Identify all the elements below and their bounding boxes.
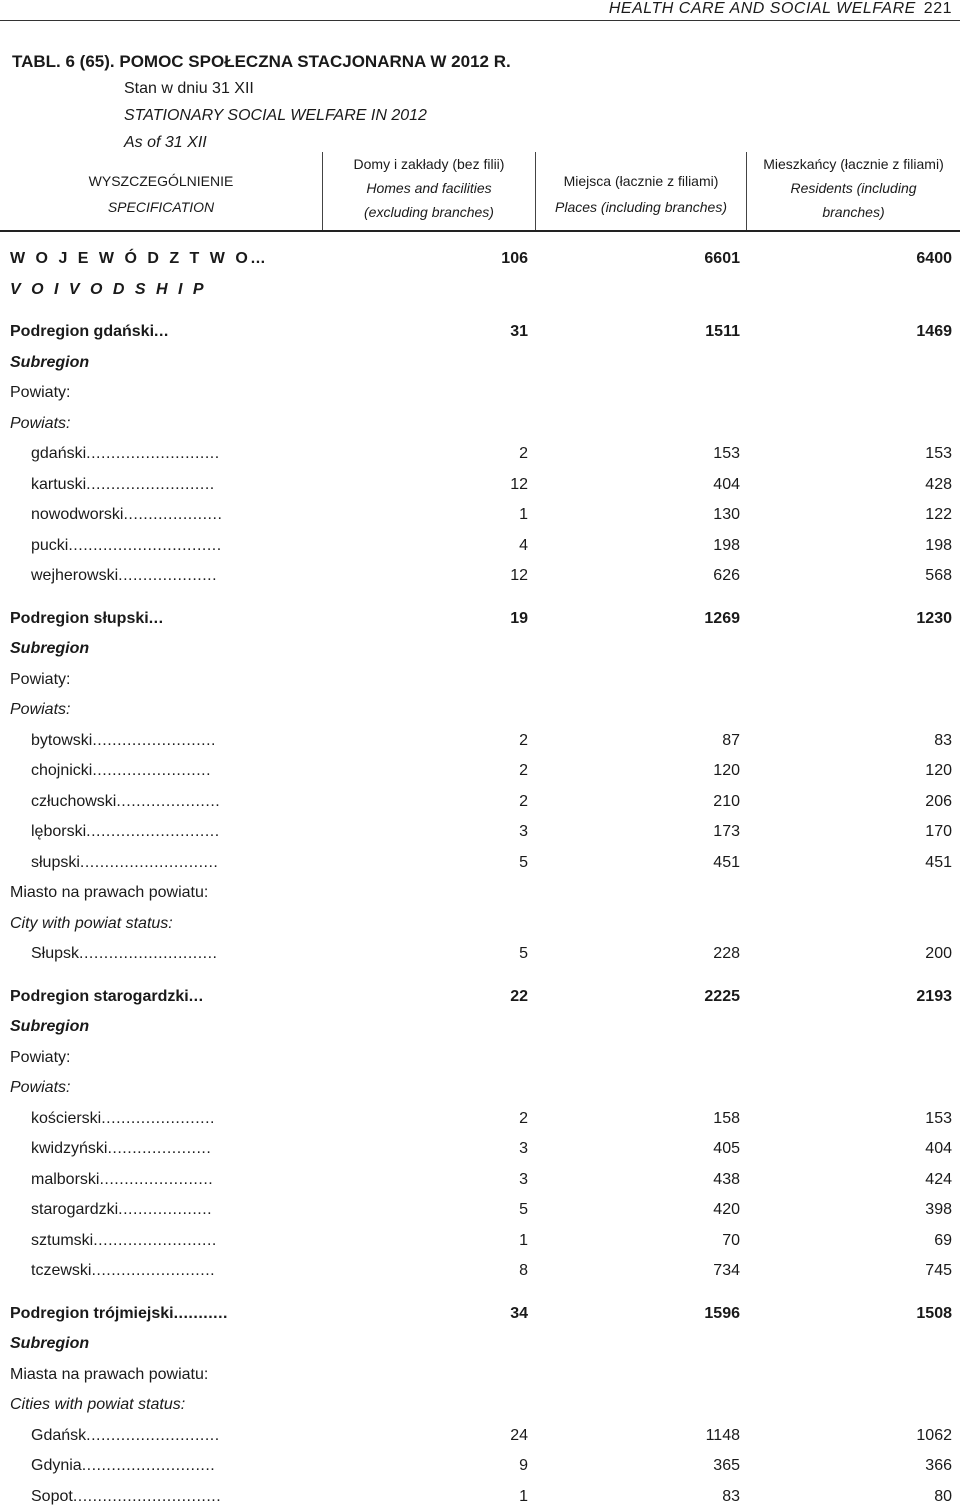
table-body [0,244,960,1512]
row-label [31,726,310,757]
running-header [609,0,952,18]
header-bottom-rule [0,230,960,232]
homes-value: 8 [519,1262,528,1279]
column-header-homes-en-1: Homes and facilities [366,180,492,196]
row-label [31,787,310,818]
places-value: 70 [722,1231,740,1249]
row-leader-dots: ... [188,987,204,1005]
row-label-text: lęborski [31,823,87,840]
row-leader-dots: ....................... [99,1170,214,1188]
row-label [31,1421,310,1452]
row-label-text: Miasta na prawach powiatu: [10,1365,209,1383]
row-label-text: Powiats: [10,701,71,718]
row-label [10,878,310,909]
table-subtitle-en: As of 31 XII [124,134,207,151]
table-row [0,1299,960,1330]
row-leader-dots: ......................... [91,1262,216,1279]
table-row [0,1360,960,1391]
residents-value: 1230 [916,609,952,627]
row-label [10,909,310,940]
table-row [0,726,960,757]
column-header-residents-en-2: branches) [822,204,885,220]
row-label [10,982,310,1013]
row-label-text: Powiats: [10,1079,71,1096]
row-leader-dots: ............................ [79,945,218,962]
row-leader-dots: ......................... [92,731,216,749]
table-row [0,939,960,970]
residents-value: 398 [925,1201,952,1218]
homes-value: 34 [510,1304,528,1322]
homes-value: 31 [510,323,528,340]
row-label [10,378,310,409]
row-label-text: tczewski [31,1262,92,1279]
column-header-specification [0,152,322,230]
homes-value: 5 [519,853,528,871]
table-row [0,378,960,409]
row-label-text: Podregion słupski [10,609,149,627]
table-row [0,561,960,592]
residents-value: 153 [925,445,952,462]
table-row [0,439,960,470]
table-row [0,1043,960,1074]
table-row [0,1390,960,1421]
residents-value: 120 [925,762,952,779]
table-row [0,878,960,909]
row-leader-dots: .................... [123,506,223,523]
residents-value: 745 [925,1262,952,1279]
row-label [10,1390,310,1421]
row-label-text: Gdynia [31,1457,82,1474]
table-row [0,470,960,501]
row-leader-dots: ........................... [81,1457,216,1474]
residents-value: 80 [934,1487,952,1505]
row-label [10,604,310,635]
homes-value: 19 [510,609,528,627]
row-label-text: starogardzki [31,1201,119,1218]
row-leader-dots: ............................ [79,853,219,871]
column-header-residents-en-1: Residents (including [790,180,917,196]
row-label-text: W O J E W Ó D Z T W O [10,250,251,267]
table-row [0,500,960,531]
table-row [0,531,960,562]
row-leader-dots: ........... [173,1304,228,1322]
table-title: TABL. 6 (65). POMOC SPOŁECZNA STACJONARNA W 2012 R. [12,52,511,71]
row-label [31,1226,310,1257]
table-subtitle-pl: Stan w dniu 31 XII [124,80,254,97]
homes-value: 106 [501,250,528,267]
row-leader-dots: ............................... [68,536,222,554]
row-label-text: V O I V O D S H I P [10,280,207,298]
row-label-text: człuchowski [31,792,117,810]
row-label-text: chojnicki [31,762,93,779]
column-header-spec-pl: WYSZCZEGÓLNIENIE [88,173,234,189]
row-label-text: Sopot [31,1487,73,1505]
homes-value: 2 [519,792,528,810]
places-value: 626 [713,567,740,584]
homes-value: 5 [519,1201,528,1218]
row-label [10,409,310,440]
column-header-homes-en-2: (excluding branches) [364,204,494,220]
row-label-text: kwidzyński [31,1140,108,1157]
row-label-text: Gdańsk [31,1426,87,1444]
row-label [10,1043,310,1074]
residents-value: 2193 [916,987,952,1005]
row-label [31,439,310,470]
residents-value: 206 [925,792,952,810]
row-leader-dots: .......................... [86,475,215,493]
table-row [0,634,960,665]
running-header-text: HEALTH CARE AND SOCIAL WELFARE [608,0,916,17]
row-label [31,1134,310,1165]
table-row [0,244,960,275]
homes-value: 2 [519,762,528,779]
homes-value: 9 [519,1457,528,1474]
residents-value: 366 [925,1457,952,1474]
homes-value: 12 [510,475,528,493]
row-label-text: nowodworski [31,506,124,523]
row-label [31,531,310,562]
residents-value: 568 [925,567,952,584]
column-header-spec-en: SPECIFICATION [107,199,215,215]
places-value: 2225 [704,987,740,1005]
row-leader-dots: ................... [118,1201,213,1218]
residents-value: 424 [925,1170,952,1188]
table-row [0,787,960,818]
column-header-residents [747,152,960,230]
row-leader-dots: ..................... [107,1140,212,1157]
row-label-text: Powiats: [10,414,71,432]
header-rule [0,20,960,21]
row-label [31,1195,310,1226]
column-header-homes [323,152,535,230]
row-label [31,756,310,787]
row-label-text: Powiaty: [10,1048,71,1066]
table-row [0,909,960,940]
row-label [31,1165,310,1196]
row-label [10,1299,310,1330]
row-leader-dots: ........................... [86,823,220,840]
row-label [10,695,310,726]
residents-value: 198 [925,536,952,554]
row-leader-dots: .................... [118,567,218,584]
residents-value: 200 [925,945,952,962]
places-value: 87 [722,731,740,749]
homes-value: 1 [519,1231,528,1249]
row-label [10,634,310,665]
table-row [0,982,960,1013]
table-row [0,1421,960,1452]
row-label-text: Subregion [10,640,90,657]
table-row [0,1073,960,1104]
places-value: 404 [713,475,740,493]
row-label-text: Cities with powiat status: [10,1396,186,1413]
column-header-places [536,152,746,230]
places-value: 173 [713,823,740,840]
table-row [0,1451,960,1482]
table-row [0,317,960,348]
row-label [10,665,310,696]
residents-value: 170 [925,823,952,840]
table-row [0,1134,960,1165]
row-label-text: Podregion starogardzki [10,987,189,1005]
row-label-text: Subregion [10,1018,90,1035]
homes-value: 24 [510,1426,528,1444]
places-value: 120 [713,762,740,779]
places-value: 365 [713,1457,740,1474]
table-row [0,848,960,879]
row-label [10,1073,310,1104]
places-value: 1596 [704,1304,740,1322]
row-leader-dots: ........................... [86,1426,220,1444]
places-value: 1148 [705,1426,740,1444]
row-label [10,1360,310,1391]
places-value: 438 [713,1170,740,1188]
row-label-text: Podregion trójmiejski [10,1304,174,1322]
places-value: 83 [722,1487,740,1505]
residents-value: 1508 [916,1304,952,1322]
row-leader-dots: .............................. [72,1487,222,1505]
homes-value: 1 [519,1487,528,1505]
places-value: 153 [713,445,740,462]
column-header-places-pl: Miejsca (łacznie z filiami) [563,173,719,189]
places-value: 228 [713,945,740,962]
table-row [0,665,960,696]
table-row [0,695,960,726]
residents-value: 404 [925,1140,952,1157]
homes-value: 1 [519,506,528,523]
row-label [31,1451,310,1482]
homes-value: 2 [519,1109,528,1127]
row-leader-dots: ........................ [92,762,212,779]
row-label [10,1012,310,1043]
row-label-text: gdański [31,445,87,462]
homes-value: 22 [510,987,528,1005]
table-row [0,409,960,440]
homes-value: 2 [519,445,528,462]
residents-value: 1062 [916,1426,952,1444]
row-label [10,275,310,306]
places-value: 130 [713,506,740,523]
row-label-text: Powiaty: [10,670,71,688]
homes-value: 5 [519,945,528,962]
row-label [31,1104,310,1135]
table-row [0,1482,960,1512]
places-value: 158 [713,1109,740,1127]
table-row [0,604,960,635]
homes-value: 4 [519,536,528,554]
homes-value: 12 [510,567,528,584]
row-label-text: malborski [31,1170,100,1188]
table-row [0,756,960,787]
row-label [31,500,310,531]
residents-value: 122 [925,506,952,523]
row-label-text: Słupsk [31,945,80,962]
residents-value: 153 [925,1109,952,1127]
row-label-text: Powiaty: [10,384,71,401]
row-label-text: Subregion [10,1335,90,1352]
table-row [0,817,960,848]
row-label [31,848,310,879]
table-row [0,1329,960,1360]
table-row [0,348,960,379]
places-value: 6601 [704,250,740,267]
row-label-text: bytowski [31,731,93,749]
residents-value: 428 [925,475,952,493]
row-label-text: Subregion [10,353,90,371]
homes-value: 3 [519,823,528,840]
row-label [10,1329,310,1360]
row-label-text: kartuski [31,475,87,493]
row-label-text: słupski [31,853,80,871]
row-label-text: kościerski [31,1109,102,1127]
residents-value: 451 [925,853,952,871]
homes-value: 2 [519,731,528,749]
residents-value: 6400 [916,250,952,267]
places-value: 198 [713,536,740,554]
row-leader-dots: ........................... [86,445,220,462]
row-label [10,244,310,275]
table-row [0,1226,960,1257]
row-leader-dots: ... [154,323,169,340]
row-leader-dots: ..................... [116,792,221,810]
row-label [31,939,310,970]
homes-value: 3 [519,1170,528,1188]
row-leader-dots: ....................... [101,1109,215,1127]
table-row [0,275,960,306]
row-leader-dots: ... [250,250,266,267]
residents-value: 69 [934,1231,952,1249]
row-label [31,470,310,501]
table-row [0,1012,960,1043]
homes-value: 3 [519,1140,528,1157]
places-value: 405 [713,1140,740,1157]
table-row [0,1165,960,1196]
row-leader-dots: ... [148,609,164,627]
table-row [0,1256,960,1287]
table-row [0,1104,960,1135]
column-header-homes-pl: Domy i zakłady (bez filii) [353,156,505,172]
residents-value: 83 [934,731,952,749]
column-header-places-en: Places (including branches) [555,199,727,215]
column-header-residents-pl: Mieszkańcy (łacznie z filiami) [763,156,944,172]
row-label-text: pucki [31,536,69,554]
places-value: 734 [713,1262,740,1279]
page-number: 221 [923,0,952,17]
row-label-text: Podregion gdański [10,323,155,340]
places-value: 451 [713,853,740,871]
residents-value: 1469 [916,323,952,340]
row-leader-dots: ......................... [93,1231,217,1249]
places-value: 1511 [705,323,740,340]
row-label [10,317,310,348]
row-label-text: City with powiat status: [10,914,173,932]
row-label-text: wejherowski [31,567,119,584]
table-title-en: STATIONARY SOCIAL WELFARE IN 2012 [124,107,427,124]
places-value: 1269 [704,609,740,627]
row-label [31,817,310,848]
row-label [31,561,310,592]
row-label-text: sztumski [31,1231,94,1249]
places-value: 420 [713,1201,740,1218]
row-label [31,1256,310,1287]
places-value: 210 [713,792,740,810]
table-row [0,1195,960,1226]
row-label [10,348,310,379]
row-label [31,1482,310,1512]
row-label-text: Miasto na prawach powiatu: [10,884,209,901]
